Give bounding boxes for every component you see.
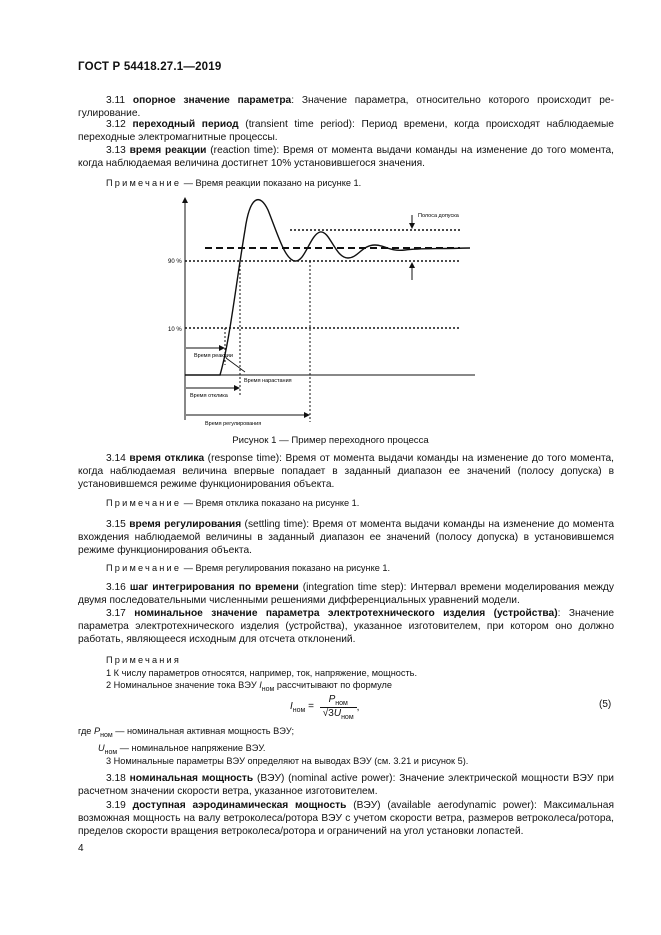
where-p: где $P_{ном}$ — номинальная активная мощность ВЭУ; bbox=[78, 726, 295, 739]
note-reaction-time: Примечание — Время реакции показано на рисунке 1. bbox=[106, 178, 362, 188]
label-response: Время отклика bbox=[190, 393, 228, 399]
transient-process-figure bbox=[150, 190, 480, 430]
label-reaction: Время реакции bbox=[194, 353, 233, 359]
clause-3-12: 3.12 переходный период (transient time period): Период времени, когда происходят наблюдаемые переходные электромагнитные процессы. bbox=[78, 119, 614, 144]
notes-label: Примечания bbox=[106, 655, 182, 665]
label-settling: Время регулирования bbox=[205, 421, 262, 427]
label-tolerance: Полоса допуска bbox=[418, 213, 459, 219]
formula-5: $I_{ном}$ = $P_{ном}$ $√3U_{ном}$ , bbox=[290, 694, 360, 721]
clause-3-16: 3.16 шаг интегрирования по времени (integration time step): Интервал времени моделирования между двумя последовательными численными решениями дифференциальных уравнений модели. bbox=[78, 582, 614, 607]
clause-3-15: 3.15 время регулирования (settling time): Время от момента выдачи команды на изменение до момента вхождения наблюдаемой величины в заданный диапазон ее значений (полосу допуска) в установившемся режиме функционирования объекта. bbox=[78, 519, 614, 557]
note-response-time: Примечание — Время отклика показано на рисунке 1. bbox=[106, 498, 360, 508]
note-item-3: 3 Номинальные параметры ВЭУ определяют на выводах ВЭУ (см. 3.21 и рисунок 5). bbox=[106, 756, 469, 766]
where-u: $U_{ном}$ — номинальное напряжение ВЭУ. bbox=[98, 743, 266, 757]
clause-3-19: 3.19 доступная аэродинамическая мощность (ВЭУ) (available aerodynamic power): Максимальная возможная мощность на валу ветроколеса/ротора ВЭУ с учетом скорости ветра, размеров ветроколеса/ротора, пределов скорости вращения ветроколеса/ротора и ограничений на угол установки лопастей. bbox=[78, 800, 614, 838]
rise-pointer bbox=[226, 358, 245, 372]
clause-3-18: 3.18 номинальная мощность (ВЭУ) (nominal active power): Значение электрической мощности ВЭУ при расчетном значении скорости ветра, указанное изготовителем. bbox=[78, 773, 614, 798]
note-item-2: 2 Номинальное значение тока ВЭУ $I_{ном}$ рассчитывают по формуле bbox=[106, 680, 392, 693]
notes-nominal bbox=[106, 654, 614, 696]
note-item-1: 1 К числу параметров относятся, например, ток, напряжение, мощность. bbox=[106, 667, 418, 678]
page-number: 4 bbox=[78, 843, 84, 854]
note-settling-time: Примечание — Время регулирования показано на рисунке 1. bbox=[106, 563, 391, 573]
clause-3-11: 3.11 опорное значение параметра: Значение параметра, относительно которого происходит регулирование. bbox=[78, 95, 614, 120]
document-header: ГОСТ Р 54418.27.1—2019 bbox=[78, 61, 222, 73]
clause-3-17: 3.17 номинальное значение параметра электротехнического изделия (устройства): Значение параметра электротехнического изделия (устройства), указанное изготовителем, при котором оно должно работать, являющееся исходным для отсчета отклонений. bbox=[78, 608, 614, 646]
figure-caption: Рисунок 1 — Пример переходного процесса bbox=[232, 435, 429, 446]
label-10: 10 % bbox=[168, 327, 182, 333]
label-rise: Время нарастания bbox=[244, 378, 292, 384]
clause-3-14: 3.14 время отклика (response time): Время от момента выдачи команды на изменение до того момента, когда наблюдаемая величина впервые попадает в заданный диапазон ее значений (полосу допуска) в установившемся режиме функционирования объекта. bbox=[78, 453, 614, 491]
label-90: 90 % bbox=[168, 259, 182, 265]
clause-3-13: 3.13 время реакции (reaction time): Время от момента выдачи команды на изменение до того момента, когда наблюдаемая величина достигнет 10% установившегося значения. bbox=[78, 145, 614, 170]
equation-number: (5) bbox=[599, 699, 612, 710]
response-curve bbox=[185, 200, 470, 375]
